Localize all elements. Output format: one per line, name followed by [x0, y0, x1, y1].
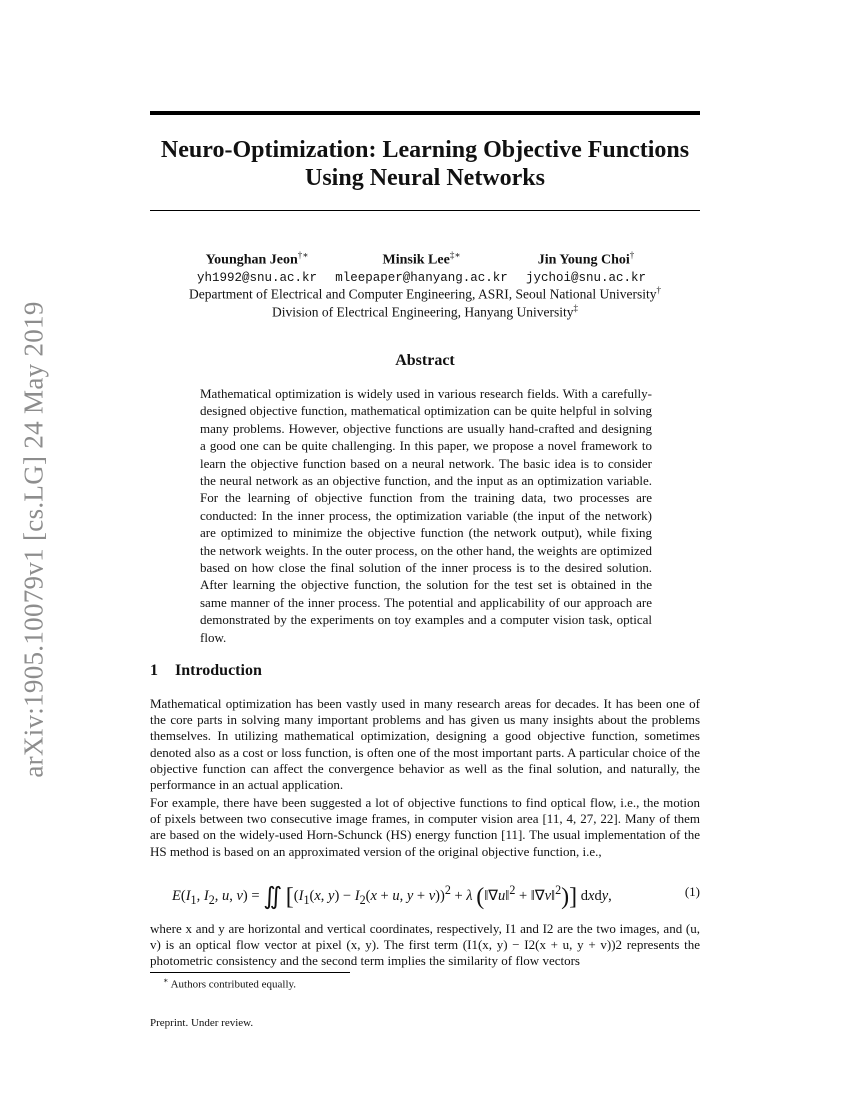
- arxiv-stamp-text: arXiv:1905.10079v1 [cs.LG] 24 May 2019: [18, 300, 49, 778]
- footnote-rule: [150, 972, 350, 973]
- affiliation-2: [150, 299, 700, 322]
- intro-paragraph-1: Mathematical optimization has been vastly used in many research areas for decades. It has been one of the core parts in solving many important problems and has given us many insights about the problems themselves. In utilizing mathematical optimization, designing a good objective function, sometimes denoted also as a cost or loss function, is often one of the most important parts. A particular choice of the objective function can affect the convergence behavior as well as the final solution, and naturally, the performance in an actual application.: [150, 696, 700, 793]
- footnote-mark: ∗: [163, 976, 169, 985]
- author-name: Jin Young Choi: [537, 252, 630, 268]
- hs-energy-equation: [150, 876, 700, 914]
- affiliation-text: Department of Electrical and Computer Engineering, ASRI, Seoul National University: [188, 286, 657, 302]
- affiliation-text: Division of Electrical Engineering, Hanyang University: [272, 304, 574, 320]
- author-name: Younghan Jeon: [205, 252, 298, 268]
- arxiv-sidebar-stamp: [16, 284, 52, 794]
- affiliation-mark: ‡: [573, 303, 578, 313]
- intro-paragraph-2: For example, there have been suggested a lot of objective functions to find optical flow, i.e., the motion of pixels between two consecutive image frames, in computer vision area [11, 4, 27, 22]. Many of them are based on the widely-used Horn-Schunck (HS) energy function [11]. The usual implementation of the HS method is based on an approximated version of the original objective function, i.e.,: [150, 795, 700, 859]
- preprint-status: Preprint. Under review.: [150, 1017, 254, 1029]
- title-line-2: Using Neural Networks: [305, 165, 545, 191]
- abstract-body: Mathematical optimization is widely used in various research fields. With a carefully-designed objective function, mathematical optimization can be quite helpful in solving many problems. However, objective functions are usually hand-crafted and designing a good one can be quite challenging. In this paper, we propose a novel framework to learn the objective function based on a neural network. The basic idea is to consider the neural network as an objective function, and the input as an optimization variable. For the learning of objective function from the training data, two processes are conducted: In the inner process, the optimization variable (the input of the network) are optimized to minimize the objective function (the network output), while fixing the network weights. In the outer process, on the other hand, the weights are optimized based on how close the final solution of the inner process is to the desired solution. After learning the objective function, the solution for the test set is obtained in the same manner of the inner process. The potential and applicability of our approach are demonstrated by the experiments on toy examples and a computer vision task, optical flow.: [200, 386, 652, 645]
- abstract-heading: Abstract: [395, 352, 455, 369]
- title-bottom-rule: [150, 210, 700, 211]
- author-email[interactable]: mleepaper@hanyang.ac.kr: [335, 270, 508, 285]
- title-top-rule: [150, 111, 700, 115]
- equation-body: $E(I_1$, $I_2$, u, v) = ∬ [($I_1(x$, $y) - I_2(x + u$, y + v))$^2$ + λ (‖∇u‖$^2$ + ‖∇v‖$^2$)] dxdy,: [172, 883, 612, 910]
- affiliation-mark: †: [656, 285, 661, 295]
- footnote: [163, 976, 296, 991]
- paper-title: [150, 136, 700, 192]
- author-mark: ‡∗: [449, 250, 461, 260]
- author-mark: †∗: [297, 250, 309, 260]
- section-title: Introduction: [175, 662, 262, 679]
- section-heading-introduction: [150, 662, 262, 680]
- intro-paragraph-3: where x and y are horizontal and vertical coordinates, respectively, I1 and I2 are the two images, and (u, v) is an optical flow vector at pixel (x, y). The first term (I1(x, y) − I2(x + u, y + v))2 represents the photometric consistency and the second term implies the similarity of flow vectors: [150, 921, 700, 969]
- author-email[interactable]: jychoi@snu.ac.kr: [525, 270, 646, 285]
- author-name: Minsik Lee: [382, 252, 450, 268]
- section-number: 1: [150, 662, 158, 679]
- title-line-1: Neuro-Optimization: Learning Objective Functions: [160, 137, 690, 163]
- footnote-text: Authors contributed equally.: [170, 978, 297, 991]
- author-mark: †: [629, 250, 635, 260]
- equation-number: (1): [684, 884, 700, 899]
- author-email[interactable]: yh1992@snu.ac.kr: [197, 270, 318, 285]
